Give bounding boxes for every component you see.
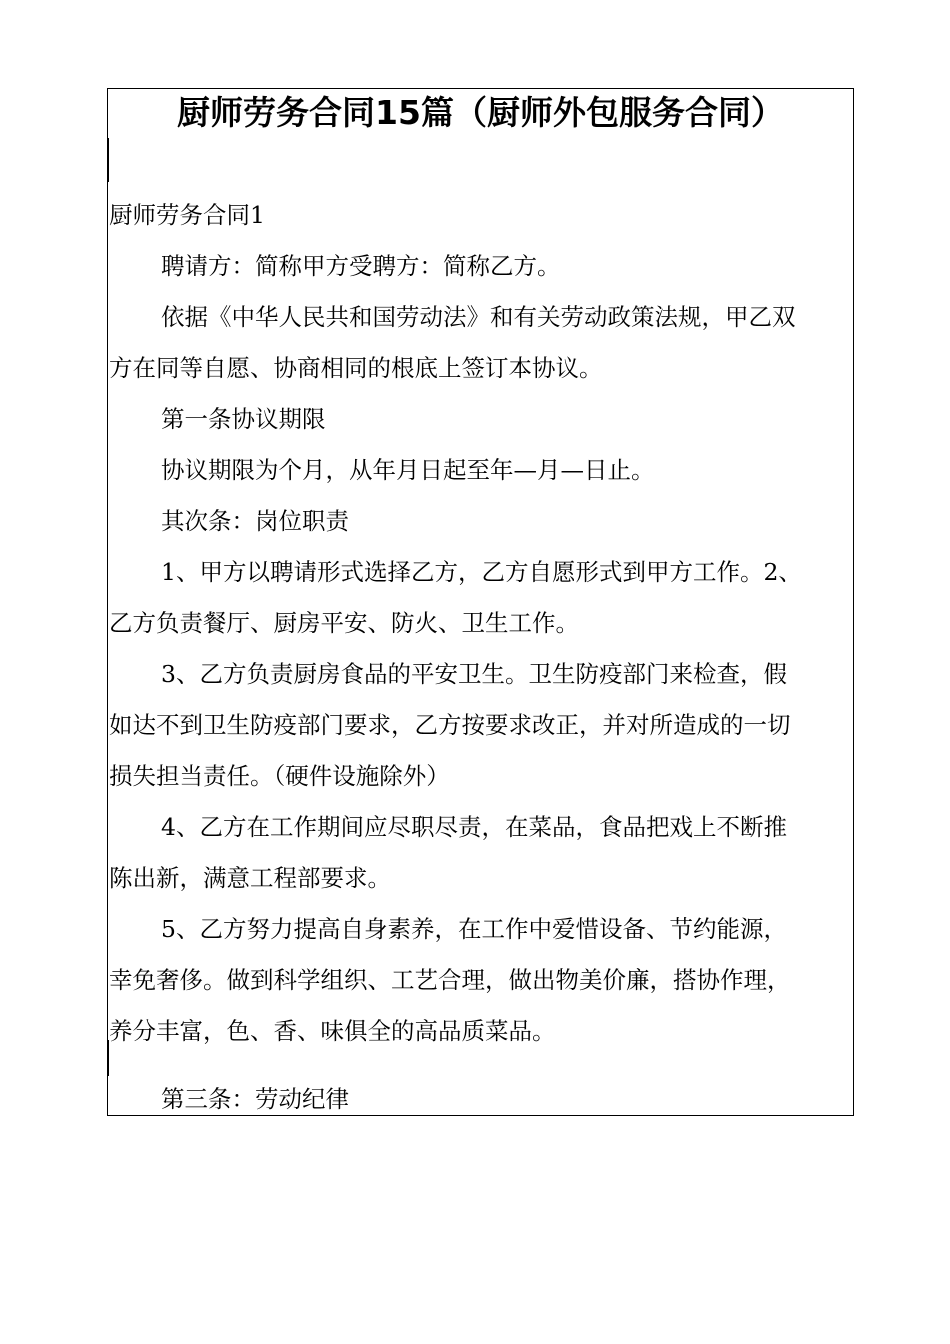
paragraph: 依据《中华人民共和国劳动法》和有关劳动政策法规，甲乙双 方在同等自愿、协商相同的根底上签订本协议。 xyxy=(109,303,796,382)
document-title: 厨师劳务合同15篇（厨师外包服务合同） xyxy=(177,93,784,132)
paragraph: 4、乙方在工作期间应尽职尽责，在菜品，食品把戏上不断推 陈出新，满意工程部要求。 xyxy=(109,813,787,892)
paragraph: 3、乙方负责厨房食品的平安卫生。卫生防疫部门来检查，假 如达不到卫生防疫部门要求，乙方按要求改正，并对所造成的一切 损失担当责任。（硬件设施除外） xyxy=(109,660,791,790)
article-heading: 第一条协议期限 xyxy=(161,405,326,433)
article-heading: 其次条：岗位职责 xyxy=(161,507,349,535)
paragraph: 协议期限为个月，从年月日起至年—月—日止。 xyxy=(161,456,655,484)
paragraph: 1、甲方以聘请形式选择乙方，乙方自愿形式到甲方工作。2、 乙方负责餐厅、厨房平安、防火、卫生工作。 xyxy=(109,558,802,637)
paragraph: 聘请方：简称甲方受聘方：简称乙方。 xyxy=(161,252,561,280)
paragraph: 5、乙方努力提高自身素养，在工作中爱惜设备、节约能源， 幸免奢侈。做到科学组织、工艺合理，做出物美价廉，搭协作理， 养分丰富，色、香、味俱全的高品质菜品。 xyxy=(109,915,791,1045)
frame-mark xyxy=(107,138,109,182)
article-heading: 第三条：劳动纪律 xyxy=(161,1085,349,1113)
section-heading: 厨师劳务合同1 xyxy=(109,201,265,229)
